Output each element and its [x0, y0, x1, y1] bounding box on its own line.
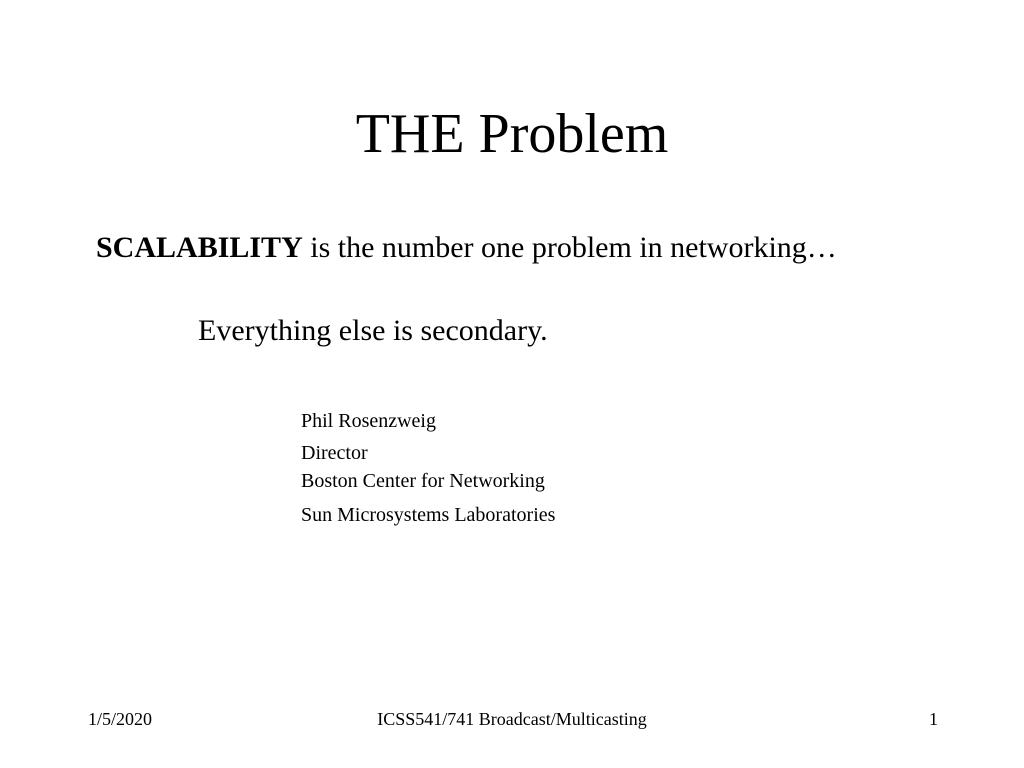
statement-emphasis: SCALABILITY	[96, 231, 303, 264]
statement-text: is the number one problem in networking…	[302, 231, 837, 264]
attribution-role: Director	[301, 442, 368, 464]
secondary-statement: Everything else is secondary.	[198, 314, 548, 347]
footer-date: 1/5/2020	[88, 709, 153, 729]
attribution-name: Phil Rosenzweig	[301, 410, 436, 432]
scalability-statement	[96, 228, 837, 268]
attribution-center: Boston Center for Networking	[301, 470, 545, 492]
footer-course-title: ICSS541/741 Broadcast/Multicasting	[377, 709, 647, 729]
attribution-organization: Sun Microsystems Laboratories	[301, 504, 556, 526]
slide-title: THE Problem	[355, 103, 669, 165]
footer-page-number: 1	[929, 709, 938, 729]
